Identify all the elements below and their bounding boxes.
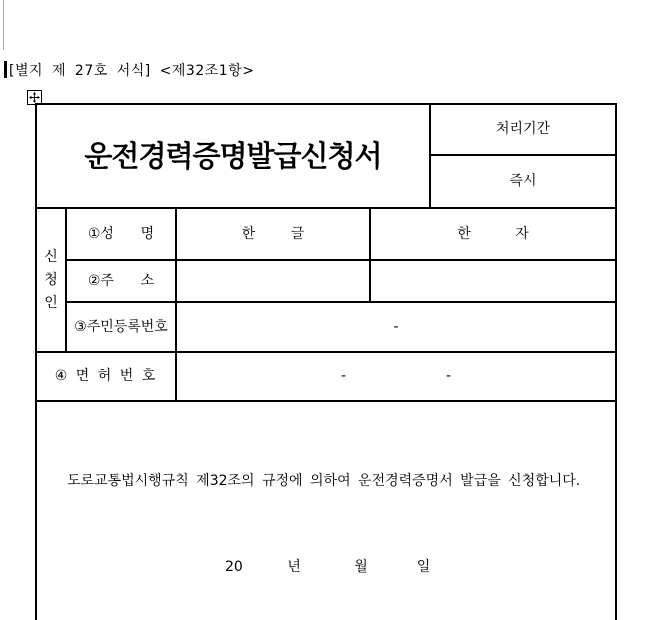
- move-icon: [29, 92, 40, 103]
- applicant-char: 인: [44, 294, 58, 311]
- field-label-name: ①성 명: [87, 225, 155, 242]
- license-number-separator: -: [446, 368, 452, 385]
- date-line: 20 년 월 일: [225, 559, 431, 575]
- table-grid-line: [37, 400, 615, 402]
- field-label-resident-number: ③주민등록번호: [74, 318, 168, 335]
- name-hangul-header: 한 글: [241, 225, 305, 242]
- resident-number-separator: -: [393, 318, 399, 335]
- field-label-license-number: ④ 면 허 번 호: [54, 368, 158, 385]
- name-hanja-header: 한 자: [457, 225, 529, 242]
- margin-guide-line: [3, 0, 4, 50]
- applicant-char: 신: [44, 248, 58, 265]
- address-input-right[interactable]: [371, 261, 615, 301]
- license-number-separator: -: [340, 368, 346, 385]
- resident-number-cell[interactable]: [177, 303, 615, 351]
- form-title: 운전경력증명발급신청서: [84, 138, 382, 173]
- form-reference-label: [별지 제 27호 서식] <제32조1항>: [9, 63, 255, 79]
- field-label-address: ②주 소: [87, 272, 155, 289]
- license-number-cell[interactable]: [177, 353, 615, 400]
- application-statement: 도로교통법시행규칙 제32조의 규정에 의하여 운전경력증명서 발급을 신청합니다.: [67, 473, 581, 489]
- applicant-group-label: [37, 209, 65, 351]
- address-input-left[interactable]: [177, 261, 369, 301]
- processing-period-header: 처리기간: [495, 121, 551, 138]
- applicant-char: 청: [44, 271, 58, 288]
- application-form-table: [35, 103, 617, 620]
- processing-period-value: 즉시: [509, 173, 537, 190]
- text-cursor: [4, 61, 7, 78]
